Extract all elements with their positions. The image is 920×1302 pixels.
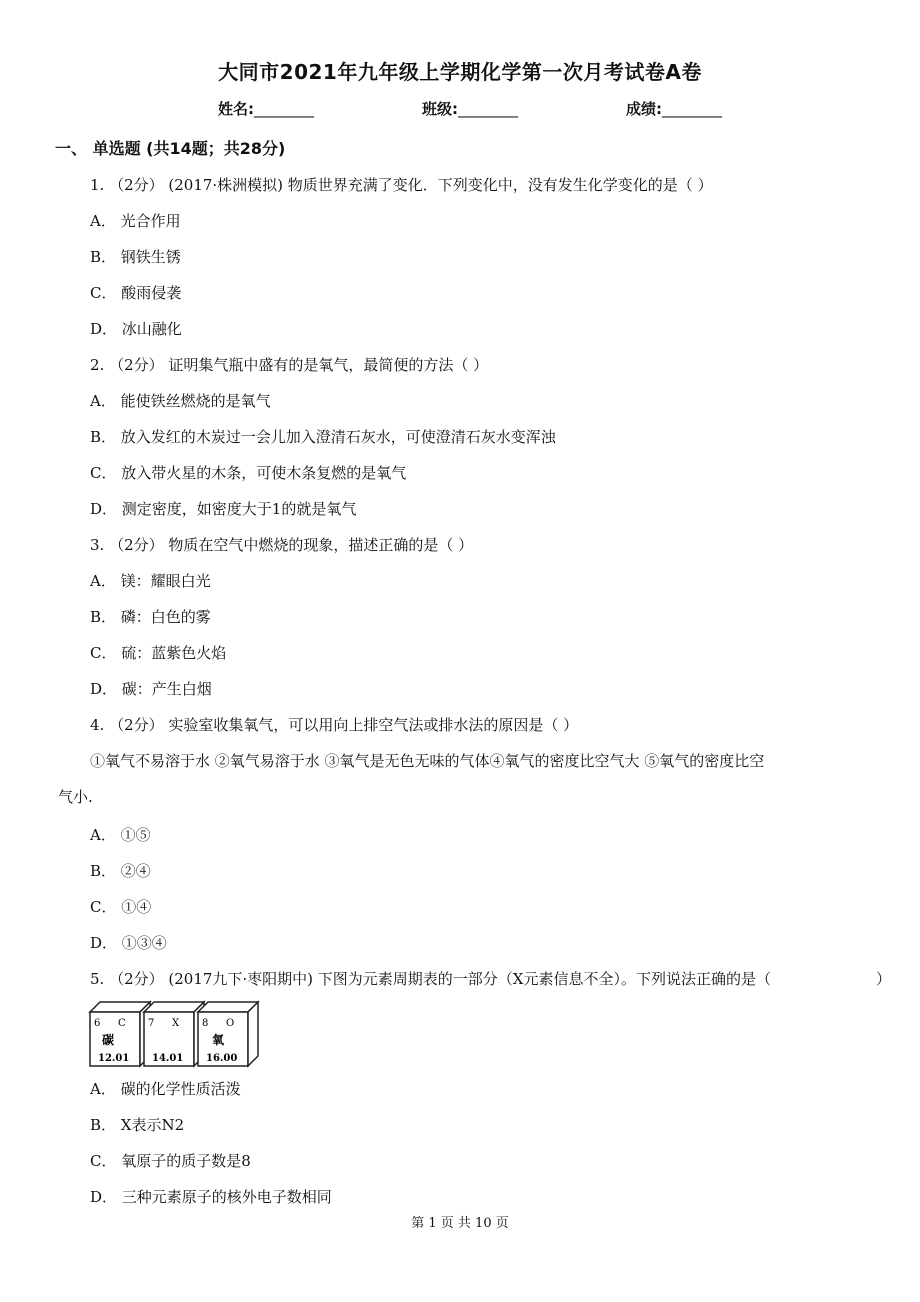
class-blank: ________ [458,100,518,118]
question-stem: 1. （2分） (2017·株洲模拟) 物质世界充满了变化．下列变化中，没有发生化学变化的是（ ） [90,176,713,194]
name-blank: ________ [254,100,314,118]
element-number: 7 [148,1018,155,1029]
question-stem: 2. （2分） 证明集气瓶中盛有的是氧气，最简便的方法（ ） [90,356,489,374]
question-statement-continued: 气小. [58,788,93,806]
question-statement: ①氧气不易溶于水 ②氧气易溶于水 ③氧气是无色无味的气体④氧气的密度比空气大 ⑤氧气的密度比空 [90,752,765,770]
option: B． X表示N2 [90,1116,185,1134]
option: A． 镁：耀眼白光 [90,572,211,590]
option: B． ②④ [90,862,151,880]
option: D． 三种元素原子的核外电子数相同 [90,1188,332,1206]
name-label: 姓名: [218,100,254,118]
option: A． 能使铁丝燃烧的是氧气 [90,392,271,410]
option: A． 光合作用 [90,212,181,230]
score-label: 成绩: [626,100,662,118]
element-name: 碳 [102,1033,115,1047]
page-title: 大同市2021年九年级上学期化学第一次月考试卷A卷 [218,60,702,84]
option: C． 硫：蓝紫色火焰 [90,644,227,662]
option: A． ①⑤ [90,826,151,844]
option: B． 放入发红的木炭过一会儿加入澄清石灰水，可使澄清石灰水变浑浊 [90,428,556,446]
question-stem: 5. （2分） (2017九下·枣阳期中) 下图为元素周期表的一部分（X元素信息不全）。下列说法正确的是（ [90,970,771,988]
option: A． 碳的化学性质活泼 [90,1080,241,1098]
score-field [626,98,722,119]
option: C． 氧原子的质子数是8 [90,1152,251,1170]
element-symbol: O [226,1018,235,1029]
section-heading: 一、 单选题 (共14题；共28分) [55,139,286,158]
option: D． 碳：产生白烟 [90,680,212,698]
option: B． 磷：白色的雾 [90,608,211,626]
element-cell-carbon [90,1002,150,1066]
element-cell-x [144,1002,204,1066]
answer-paren-end: ） [876,970,892,988]
periodic-table-fragment [88,998,268,1074]
question-stem: 3. （2分） 物质在空气中燃烧的现象，描述正确的是（ ） [90,536,474,554]
option: D． ①③④ [90,934,167,952]
question-stem: 4. （2分） 实验室收集氧气，可以用向上排空气法或排水法的原因是（ ） [90,716,579,734]
option: C． 酸雨侵袭 [90,284,182,302]
option: C． 放入带火星的木条，可使木条复燃的是氧气 [90,464,407,482]
class-field [422,98,518,119]
element-number: 6 [94,1018,101,1029]
option: D． 冰山融化 [90,320,182,338]
element-cell-oxygen [198,1002,258,1066]
score-blank: ________ [662,100,722,118]
element-number: 8 [202,1018,209,1029]
class-label: 班级: [422,100,458,118]
option: C． ①④ [90,898,152,916]
element-mass: 12.01 [98,1053,130,1064]
option: B． 钢铁生锈 [90,248,181,266]
name-field [218,98,314,119]
element-name: 氧 [212,1033,225,1047]
element-mass: 16.00 [206,1053,238,1064]
element-symbol: X [172,1018,180,1029]
element-symbol: C [118,1018,126,1029]
option: D． 测定密度，如密度大于1的就是氧气 [90,500,357,518]
element-mass: 14.01 [152,1053,184,1064]
page-footer: 第 1 页 共 10 页 [411,1216,509,1231]
